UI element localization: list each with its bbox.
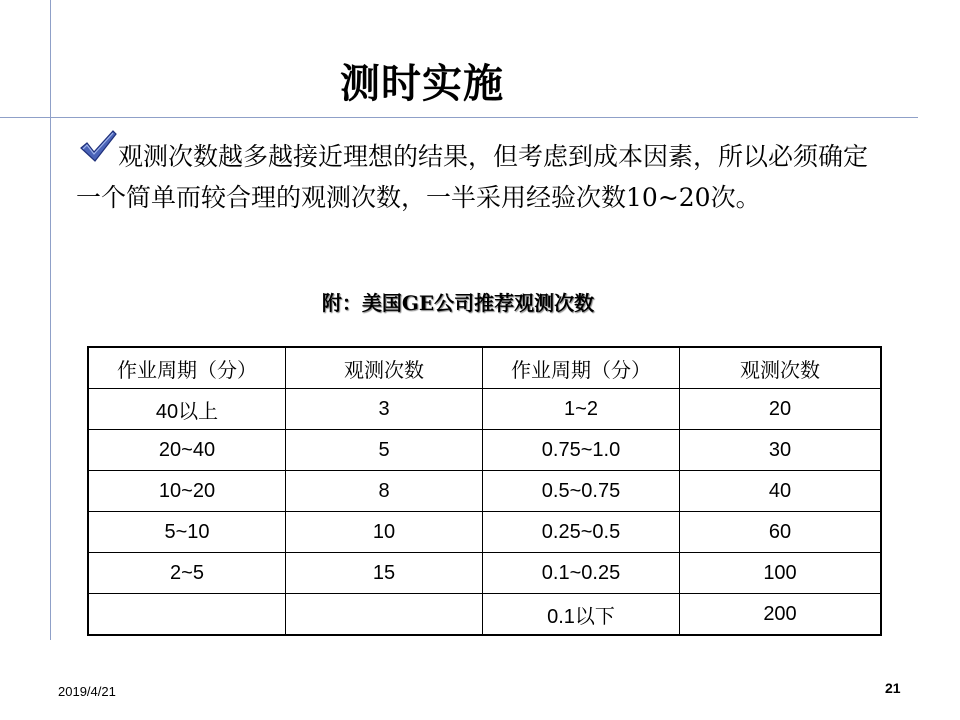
- table-cell: 10: [286, 512, 483, 553]
- observation-count-table: [87, 346, 882, 636]
- slide-title: 测时实施: [340, 61, 504, 107]
- header-count-1: 观测次数: [286, 347, 483, 389]
- table-cell: 40: [680, 471, 882, 512]
- table-cell: 0.1~0.25: [483, 553, 680, 594]
- footer-date: 2019/4/21: [58, 684, 116, 699]
- table-cell: 20~40: [88, 430, 286, 471]
- table-row: [88, 512, 881, 553]
- table-cell: [88, 594, 286, 636]
- table-cell: 20: [680, 389, 882, 430]
- table-cell: 2~5: [88, 553, 286, 594]
- table-cell: 5~10: [88, 512, 286, 553]
- table-cell: 200: [680, 594, 882, 636]
- table-caption-text: 附：美国GE公司推荐观测次数: [321, 291, 595, 315]
- table-cell: 1~2: [483, 389, 680, 430]
- header-cycle-2: 作业周期（分）: [483, 347, 680, 389]
- table-cell: 0.5~0.75: [483, 471, 680, 512]
- table-cell: 8: [286, 471, 483, 512]
- bullet-text: 观测次数越多越接近理想的结果，但考虑到成本因素，所以必须确定一个简单而较合理的观测次数，一半采用经验次数10~20次。: [76, 142, 869, 212]
- table-cell: 30: [680, 430, 882, 471]
- table-caption: [0, 287, 960, 316]
- table-cell: 15: [286, 553, 483, 594]
- table-cell: 10~20: [88, 471, 286, 512]
- table-cell: [286, 594, 483, 636]
- table-row: [88, 430, 881, 471]
- table-row: [88, 553, 881, 594]
- header-cycle-1: 作业周期（分）: [88, 347, 286, 389]
- table-cell: 40以上: [88, 389, 286, 430]
- table-header-row: [88, 347, 881, 389]
- table-row: [88, 389, 881, 430]
- table-row: [88, 594, 881, 636]
- vertical-rule: [50, 0, 51, 640]
- table-row: [88, 471, 881, 512]
- title-underline-rule: [0, 117, 918, 118]
- table-cell: 60: [680, 512, 882, 553]
- table-cell: 3: [286, 389, 483, 430]
- table-cell: 100: [680, 553, 882, 594]
- table-cell: 0.25~0.5: [483, 512, 680, 553]
- table-cell: 5: [286, 430, 483, 471]
- table-cell: 0.1以下: [483, 594, 680, 636]
- header-count-2: 观测次数: [680, 347, 882, 389]
- table-cell: 0.75~1.0: [483, 430, 680, 471]
- page-number: 21: [885, 680, 901, 696]
